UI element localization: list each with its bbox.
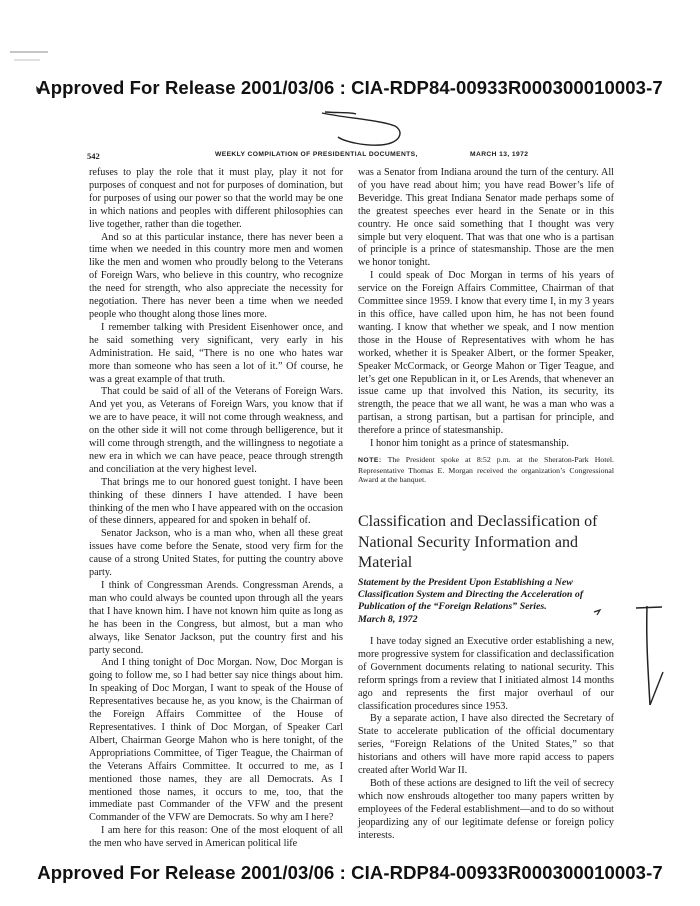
paragraph: That brings me to our honored guest tonight. I have been thinking of these dinners I have attended. I have been thinking of the men who I have appeared with on the occasion of these dinners, appeared for and spoken in behalf of. (89, 476, 343, 527)
statement-title: Statement by the President Upon Establishing a New Classification System and Directing the Acceleration of Publication of the “Foreign Relations” Series. (358, 577, 584, 613)
left-column (89, 167, 343, 851)
release-stamp-top: Approved For Release 2001/03/06 : CIA-RDP84-00933R000300010003-7 (37, 77, 663, 98)
journal-title: WEEKLY COMPILATION OF PRESIDENTIAL DOCUMENTS, (215, 151, 418, 158)
paragraph: I remember talking with President Eisenhower once, and he said something very significant, very early in his Administration. He said, “There is no one who hates war more than someone who has seen a lot of it.” Of course, he was a great example of that truth. (89, 321, 343, 385)
paragraph: I am here for this reason: One of the most eloquent of all the men who have served in American political life (89, 825, 343, 850)
paragraph: By a separate action, I have also directed the Secretary of State to accelerate publication of the official documentary series, “Foreign Relations of the United States,” so that historians and others will have more rapid access to papers created after World War II. (358, 713, 614, 777)
right-column (358, 167, 614, 485)
paragraph: I think of Congressman Arends. Congressman Arends, a man who could always be counted upon through all the years that I have known him. I have not known him quite as long as he has been in the Congress, but almost, but a man who always, like Senator Jackson, put the country first and his party second. (89, 580, 343, 656)
section-title: Classification and Declassification of National Security Information and Material (358, 513, 598, 571)
pen-stroke (325, 112, 356, 114)
paragraph: And I thing tonight of Doc Morgan. Now, Doc Morgan is going to follow me, so I had better say nice things about him. In speaking of Doc Morgan, I want to speak of the House of Representatives because he, as you know, is the Chairman of the Foreign Affairs Committee of the House of Representatives. I think of Doc Morgan, of Speaker Carl Albert, Chairman George Mahon who is here tonight, of the Appropriations Committee, of Tiger Teague, the Chairman of the Veterans Affairs Committee. It occurred to me, as I mentioned those names, they are all Democrats. As I mentioned those names, it occurs to me, too, that the immediate past Commander of the VFW and the present Commander of the VFW are Democrats. So why am I here? (89, 657, 343, 824)
paragraph: And so at this particular instance, there has never been a time when we needed in this country more men and women like the men and women who proudly belong to the Veterans of Foreign Wars, who believe in this country, who recognize the need for strength, who also appreciate the necessity for negotiation. There has never been a time when we needed people who thought along those lines more. (89, 231, 343, 320)
note-label: NOTE: (358, 456, 382, 464)
statement-date: March 8, 1972 (358, 613, 418, 625)
note-text: The President spoke at 8:52 p.m. at the Sheraton-Park Hotel. Representative Thomas E. Morgan received the organization’s Congressional Award at the banquet. (358, 454, 614, 485)
pen-stroke (650, 672, 663, 705)
paragraph: Both of these actions are designed to lift the veil of secrecy which now enshrouds altogether too many papers written by employees of the Federal establishment—and to do so without jeopardizing any of our legitimate defense or foreign policy interests. (358, 777, 614, 841)
pen-stroke (647, 606, 650, 705)
paragraph: Senator Jackson, who is a man who, when all these great issues have come before the Senate, stood very firm for the cause of a strong United States, for putting the country above party. (89, 528, 343, 579)
paragraph: was a Senator from Indiana around the turn of the century. All of you have read about him; you have read Bower’s life of Beveridge. This great Indiana Senator made perhaps some of the greatest speeches ever heard in the Senate or in this country. He once said something that I thought was very simple but very eloquent. That was that one who is a partisan of principle is a prince of statesmanship. Those are the men we honor tonight. (358, 167, 614, 269)
paragraph: I could speak of Doc Morgan in terms of his years of service on the Foreign Affairs Committee, Chairman of that Committee since 1959. I know that every time I, in my 3 years in this office, have called upon him, he has not been found wanting. I know that whether we speak, and I now mention those in the House of Representatives with whom he has worked, whether it is Speaker Albert, or the former Speaker, Speaker McCormack, or George Mahon or Tiger Teague, and let’s get one Republican in it, or Les Arends, that whenever an issue came up that involved this Nation, its security, its strength, the peace that we all want, he was a man who was a partisan, a strong partisan, but a partisan for principle, and therefore a prince of statesmanship. (358, 270, 614, 437)
paragraph: That could be said of all of the Veterans of Foreign Wars. And yet you, as Veterans of Foreign Wars, you know that if we are to have peace, it will not come through weakness, and on the other side it will not come through belligerence, but it will come through strength, and the willingness to negotiate a new era in which we can have peace, peace through strength and conciliation at the very highest level. (89, 386, 343, 475)
paragraph: I have today signed an Executive order establishing a new, more progressive system for classification and declassification of Government documents relating to national security. This reform springs from a review that I initiated almost 14 months ago and represents the first major overhaul of our classification procedures since 1953. (358, 636, 614, 712)
page-number: 542 (87, 151, 100, 161)
speech-note (358, 455, 614, 485)
right-column-paragraphs (358, 167, 614, 451)
release-stamp-bottom: Approved For Release 2001/03/06 : CIA-RDP84-00933R000300010003-7 (37, 862, 663, 883)
journal-date: MARCH 13, 1972 (470, 151, 529, 158)
statement-body (358, 636, 614, 843)
running-head (87, 151, 637, 165)
statement-heading (358, 577, 618, 626)
pen-stroke (636, 607, 662, 608)
paragraph: refuses to play the role that it must play, play it not for purposes of conquest and not for purposes of domination, but for purposes of using our power so that the world may be one in which nations and peoples with different philosophies can live together, rather than die together. (89, 167, 343, 230)
pen-loop-mark (322, 113, 400, 145)
paragraph: I honor him tonight as a prince of statesmanship. (370, 438, 569, 450)
